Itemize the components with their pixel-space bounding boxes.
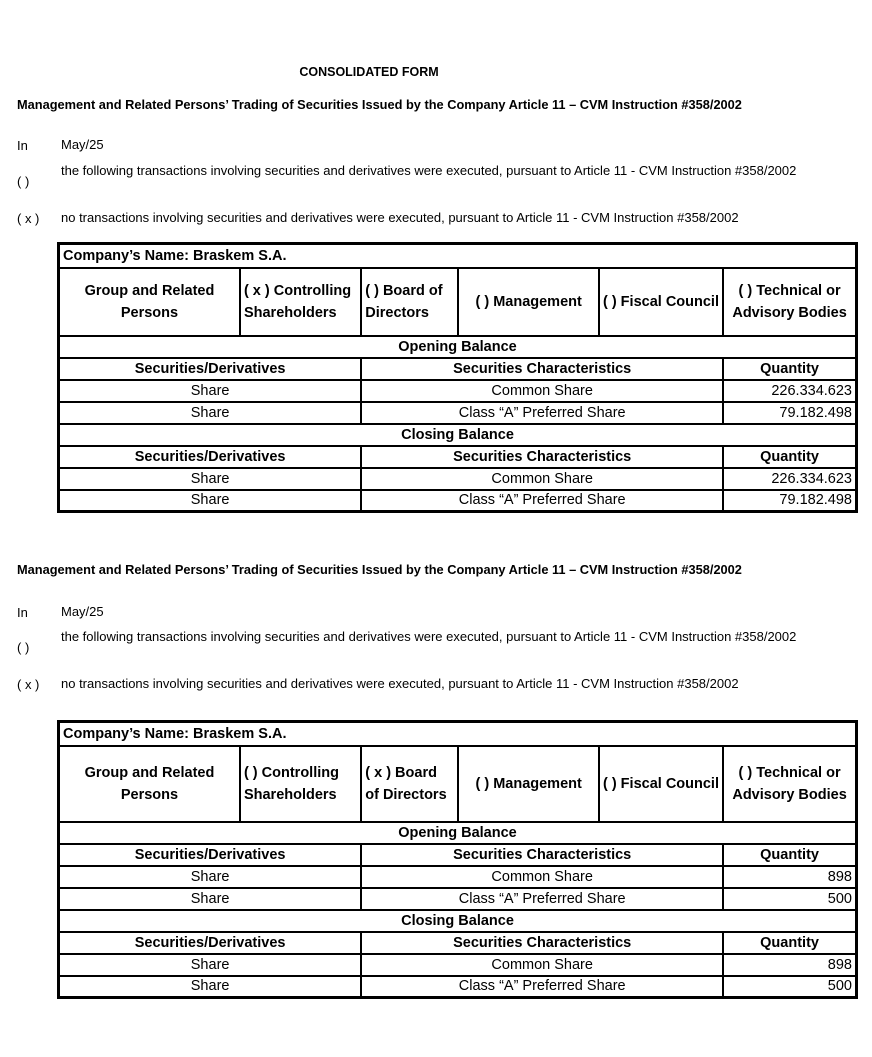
group-fiscal-council: ( ) Fiscal Council [599,746,723,822]
option-transactions-text: the following transactions involving securities and derivatives were executed, pursuant to Article 11 - CVM Instruction #358/2002 [61,163,797,178]
group-controlling-shareholders: ( x ) Controlling Shareholders [240,268,361,336]
company-row [59,244,857,268]
characteristic-cell: Common Share [361,380,723,402]
section-heading: Management and Related Persons’ Trading of Securities Issued by the Company Article 11 – CVM Instruction #358/2002 [17,562,742,577]
opening-balance-title: Opening Balance [59,336,857,358]
group-related-persons: Group and Related Persons [59,268,240,336]
col-quantity: Quantity [723,844,856,866]
company-row [59,722,857,746]
col-quantity: Quantity [723,446,856,468]
col-characteristics: Securities Characteristics [361,844,723,866]
closing-balance-row [59,424,857,446]
group-technical-advisory: ( ) Technical or Advisory Bodies [723,268,856,336]
table-row [59,468,857,490]
quantity-cell: 226.334.623 [723,380,856,402]
security-cell: Share [59,866,362,888]
table-row [59,490,857,512]
period-value: May/25 [61,137,104,152]
option-transactions-mark: ( ) [17,174,30,189]
security-cell: Share [59,954,362,976]
col-characteristics: Securities Characteristics [361,446,723,468]
security-cell: Share [59,490,362,512]
quantity-cell: 500 [723,888,856,910]
characteristic-cell: Class “A” Preferred Share [361,888,723,910]
column-header-row [59,358,857,380]
characteristic-cell: Common Share [361,866,723,888]
trading-table [57,242,858,513]
group-management: ( ) Management [458,268,598,336]
period-value: May/25 [61,604,104,619]
group-controlling-shareholders: ( ) Controlling Shareholders [240,746,361,822]
quantity-cell: 226.334.623 [723,468,856,490]
period-label: In [17,605,28,620]
table-row [59,866,857,888]
quantity-cell: 898 [723,954,856,976]
col-characteristics: Securities Characteristics [361,358,723,380]
closing-balance-title: Closing Balance [59,424,857,446]
characteristic-cell: Class “A” Preferred Share [361,976,723,998]
security-cell: Share [59,976,362,998]
characteristic-cell: Class “A” Preferred Share [361,402,723,424]
option-no-transactions-text: no transactions involving securities and derivatives were executed, pursuant to Article 11 - CVM Instruction #358/2002 [61,676,739,691]
col-securities: Securities/Derivatives [59,358,362,380]
option-no-transactions-text: no transactions involving securities and derivatives were executed, pursuant to Article 11 - CVM Instruction #358/2002 [61,210,739,225]
characteristic-cell: Common Share [361,954,723,976]
col-quantity: Quantity [723,932,856,954]
quantity-cell: 79.182.498 [723,402,856,424]
option-no-transactions-mark: ( x ) [17,211,40,226]
security-cell: Share [59,468,362,490]
opening-balance-row [59,336,857,358]
section-heading: Management and Related Persons’ Trading of Securities Issued by the Company Article 11 – CVM Instruction #358/2002 [17,97,742,112]
table-row [59,888,857,910]
company-name: Company’s Name: Braskem S.A. [59,722,857,746]
col-characteristics: Securities Characteristics [361,932,723,954]
quantity-cell: 500 [723,976,856,998]
column-header-row [59,932,857,954]
group-technical-advisory: ( ) Technical or Advisory Bodies [723,746,856,822]
quantity-cell: 898 [723,866,856,888]
group-related-persons: Group and Related Persons [59,746,240,822]
option-no-transactions-mark: ( x ) [17,677,40,692]
company-name: Company’s Name: Braskem S.A. [59,244,857,268]
closing-balance-title: Closing Balance [59,910,857,932]
characteristic-cell: Common Share [361,468,723,490]
group-board-of-directors: ( x ) Board of Directors [361,746,458,822]
table-row [59,380,857,402]
form-title: CONSOLIDATED FORM [299,65,439,79]
security-cell: Share [59,380,362,402]
quantity-cell: 79.182.498 [723,490,856,512]
characteristic-cell: Class “A” Preferred Share [361,490,723,512]
security-cell: Share [59,888,362,910]
option-transactions-text: the following transactions involving securities and derivatives were executed, pursuant to Article 11 - CVM Instruction #358/2002 [61,629,797,644]
col-securities: Securities/Derivatives [59,446,362,468]
trading-table [57,720,858,999]
group-fiscal-council: ( ) Fiscal Council [599,268,723,336]
opening-balance-title: Opening Balance [59,822,857,844]
group-board-of-directors: ( ) Board of Directors [361,268,458,336]
opening-balance-row [59,822,857,844]
security-cell: Share [59,402,362,424]
table-row [59,954,857,976]
table-row [59,402,857,424]
closing-balance-row [59,910,857,932]
table-row [59,976,857,998]
period-label: In [17,138,28,153]
group-management: ( ) Management [458,746,598,822]
column-header-row [59,844,857,866]
col-securities: Securities/Derivatives [59,844,362,866]
col-securities: Securities/Derivatives [59,932,362,954]
group-row [59,268,857,336]
col-quantity: Quantity [723,358,856,380]
option-transactions-mark: ( ) [17,640,30,655]
group-row [59,746,857,822]
column-header-row [59,446,857,468]
